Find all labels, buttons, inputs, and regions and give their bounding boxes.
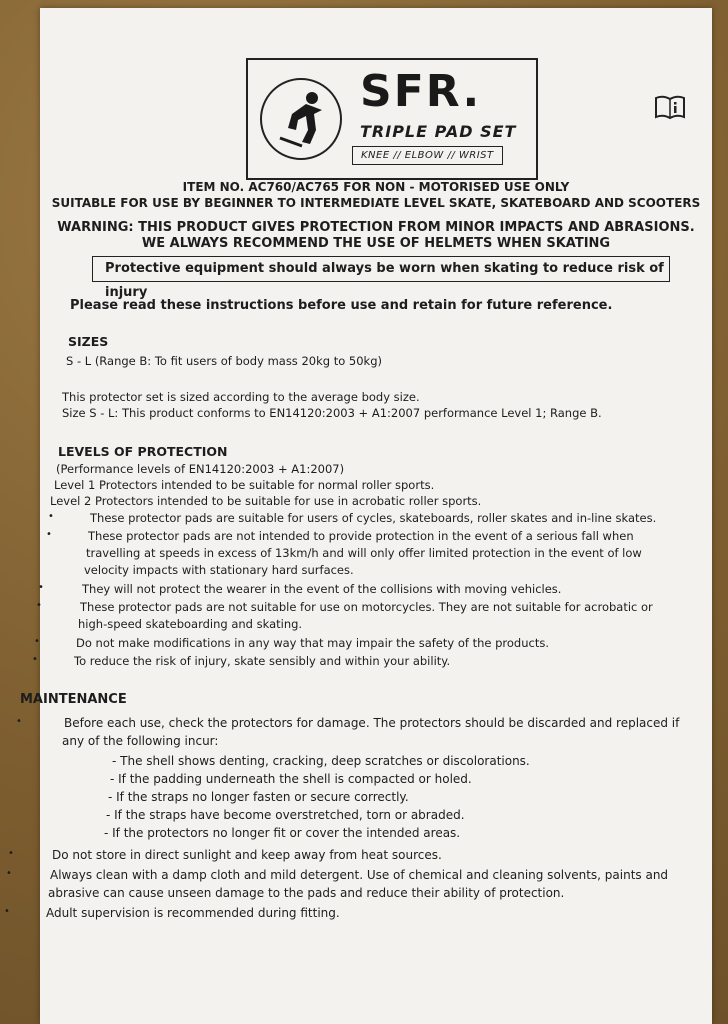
level-2-text: Level 2 Protectors intended to be suitable for use in acrobatic roller sports. (50, 494, 482, 508)
bullet-icon: • (36, 600, 42, 611)
bullet-5: Do not make modifications in any way that may impair the safety of the products. (76, 636, 549, 650)
bullet-icon: • (48, 511, 54, 522)
protective-equipment-notice: Protective equipment should always be worn when skating to reduce risk of injury (92, 256, 670, 282)
instruction-sheet (4, 8, 712, 1024)
damage-item-2: - If the padding underneath the shell is compacted or holed. (110, 772, 472, 786)
damage-item-5: - If the protectors no longer fit or cover the intended areas. (104, 826, 461, 840)
bullet-icon: • (16, 716, 22, 727)
warning-line-2: WE ALWAYS RECOMMEND THE USE OF HELMETS WHEN SKATING (141, 236, 611, 251)
suitability-text: SUITABLE FOR USE BY BEGINNER TO INTERMEDIATE LEVEL SKATE, SKATEBOARD AND SCOOTERS (51, 196, 701, 210)
brand-header (246, 58, 538, 180)
bullet-4-line-1: These protector pads are not suitable for use on motorcycles. They are not suitable for acrobatic or (80, 600, 653, 614)
skater-icon (262, 80, 340, 158)
product-name: TRIPLE PAD SET (360, 122, 517, 141)
bullet-icon: • (46, 529, 52, 540)
size-range: S - L (Range B: To fit users of body mass 20kg to 50kg) (66, 354, 382, 368)
size-conformance: Size S - L: This product conforms to EN14120:2003 + A1:2007 performance Level 1; Range B. (62, 406, 602, 420)
item-number: ITEM NO. AC760/AC765 FOR NON - MOTORISED USE ONLY (182, 180, 570, 194)
damage-item-3: - If the straps no longer fasten or secure correctly. (108, 790, 409, 804)
maintenance-heading: MAINTENANCE (20, 692, 127, 707)
bullet-2-line-3: velocity impacts with stationary hard surfaces. (84, 563, 354, 577)
maintenance-check-line-1: Before each use, check the protectors for damage. The protectors should be discarded and replaced if (64, 716, 680, 730)
read-instructions: Please read these instructions before use and retain for future reference. (70, 298, 613, 313)
damage-item-1: - The shell shows denting, cracking, deep scratches or discolorations. (112, 754, 530, 768)
bullet-icon: • (34, 636, 40, 647)
maintenance-check-line-2: any of the following incur: (62, 734, 219, 748)
bullet-icon: • (38, 582, 44, 593)
level-1-text: Level 1 Protectors intended to be suitable for normal roller sports. (54, 478, 435, 492)
bullet-3: They will not protect the wearer in the event of the collisions with moving vehicles. (82, 582, 562, 596)
bullet-icon: • (32, 654, 38, 665)
bullet-2-line-1: These protector pads are not intended to provide protection in the event of a serious fall when (88, 529, 634, 543)
bullet-2-line-2: travelling at speeds in excess of 13km/h and will only offer limited protection in the event of low (86, 546, 642, 560)
maintenance-cleaning-line-1: Always clean with a damp cloth and mild detergent. Use of chemical and cleaning solvents, paints and (50, 868, 669, 882)
bullet-4-line-2: high-speed skateboarding and skating. (78, 617, 303, 631)
bullet-1: These protector pads are suitable for users of cycles, skateboards, roller skates and in-line skates. (90, 511, 657, 525)
skater-logo (260, 78, 342, 160)
bullet-6: To reduce the risk of injury, skate sensibly and within your ability. (74, 654, 451, 668)
info-book-icon (654, 94, 686, 120)
size-description: This protector set is sized according to the average body size. (62, 390, 420, 404)
damage-item-4: - If the straps have become overstretched, torn or abraded. (106, 808, 465, 822)
bullet-icon: • (8, 848, 14, 859)
product-parts: KNEE // ELBOW // WRIST (352, 146, 503, 165)
brand-logo-text: SFR. (360, 66, 482, 117)
bullet-icon: • (6, 868, 12, 879)
bullet-icon: • (4, 906, 10, 917)
maintenance-cleaning-line-2: abrasive can cause unseen damage to the pads and reduce their ability of protection. (48, 886, 565, 900)
sizes-heading: SIZES (68, 334, 109, 349)
warning-line-1: WARNING: THIS PRODUCT GIVES PROTECTION FROM MINOR IMPACTS AND ABRASIONS. (57, 220, 695, 235)
levels-heading: LEVELS OF PROTECTION (58, 444, 228, 459)
performance-levels: (Performance levels of EN14120:2003 + A1:2007) (56, 462, 345, 476)
maintenance-storage: Do not store in direct sunlight and keep away from heat sources. (52, 848, 442, 862)
maintenance-supervision: Adult supervision is recommended during fitting. (46, 906, 340, 920)
